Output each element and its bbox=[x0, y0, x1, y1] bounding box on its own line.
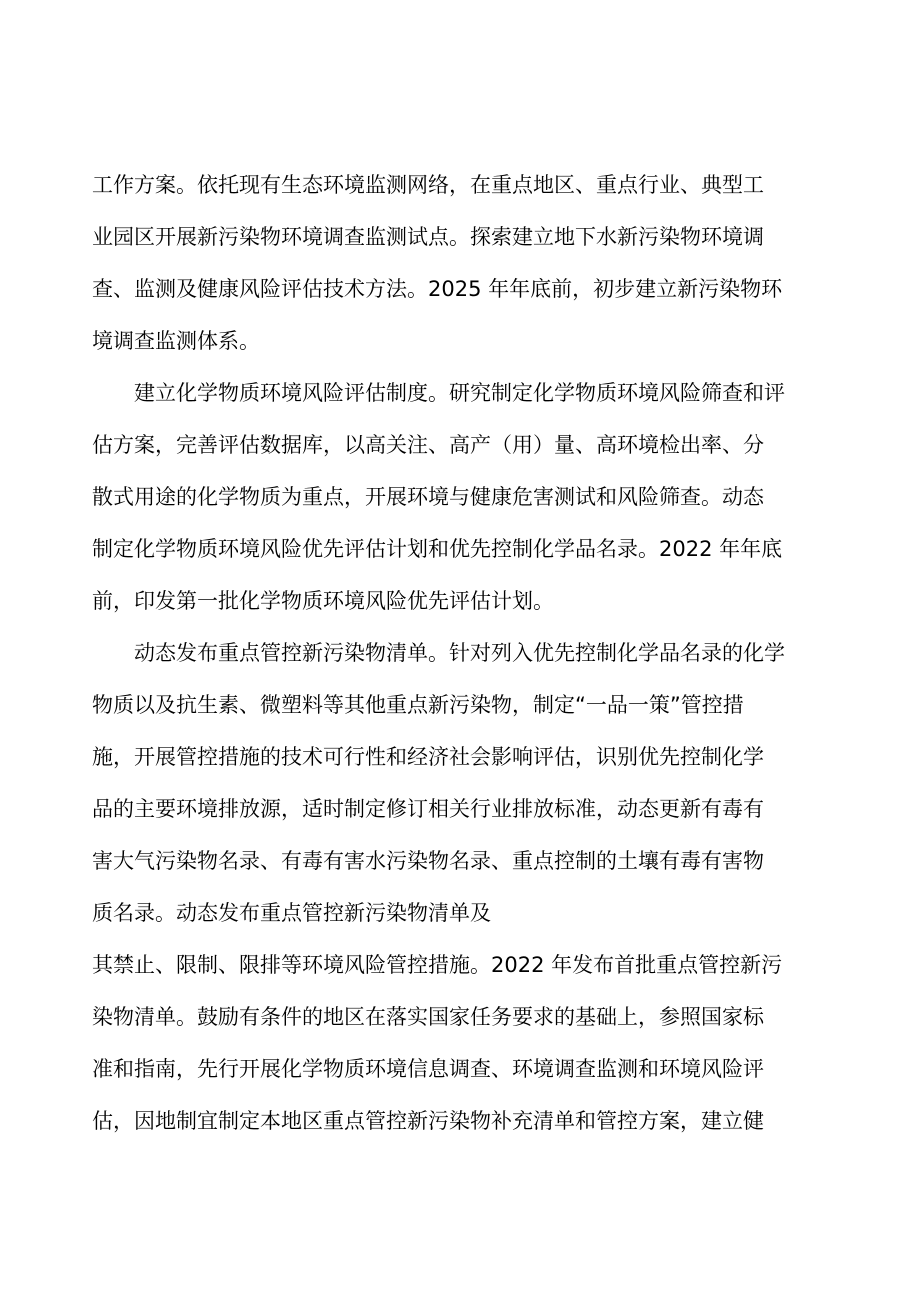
text-line: 准和指南，先行开展化学物质环境信息调查、环境调查监测和环境风险评 bbox=[92, 1057, 764, 1081]
paragraph-heading-line: 动态发布重点管控新污染物清单。针对列入优先控制化学品名录的化学 bbox=[134, 641, 785, 665]
text-line: 境调查监测体系。 bbox=[92, 329, 260, 353]
text-line: 工作方案。依托现有生态环境监测网络，在重点地区、重点行业、典型工 bbox=[92, 173, 764, 197]
text-line: 品的主要环境排放源，适时制定修订相关行业排放标准，动态更新有毒有 bbox=[92, 797, 764, 821]
text-line: 业园区开展新污染物环境调查监测试点。探索建立地下水新污染物环境调 bbox=[92, 225, 764, 249]
text-line: 染物清单。鼓励有条件的地区在落实国家任务要求的基础上，参照国家标 bbox=[92, 1005, 764, 1029]
text-line: 其禁止、限制、限排等环境风险管控措施。2022 年发布首批重点管控新污 bbox=[92, 953, 783, 977]
text-line: 散式用途的化学物质为重点，开展环境与健康危害测试和风险筛查。动态 bbox=[92, 485, 764, 509]
text-line: 制定化学物质环境风险优先评估计划和优先控制化学品名录。2022 年年底 bbox=[92, 537, 783, 561]
text-line: 质名录。动态发布重点管控新污染物清单及 bbox=[92, 901, 491, 925]
text-line: 害大气污染物名录、有毒有害水污染物名录、重点控制的土壤有毒有害物 bbox=[92, 849, 764, 873]
text-line: 施，开展管控措施的技术可行性和经济社会影响评估，识别优先控制化学 bbox=[92, 745, 764, 769]
text-line: 物质以及抗生素、微塑料等其他重点新污染物，制定“一品一策”管控措 bbox=[92, 693, 744, 717]
text-line: 估方案，完善评估数据库，以高关注、高产（用）量、高环境检出率、分 bbox=[92, 433, 764, 457]
paragraph-heading-line: 建立化学物质环境风险评估制度。研究制定化学物质环境风险筛查和评 bbox=[134, 381, 785, 405]
text-line: 前，印发第一批化学物质环境风险优先评估计划。 bbox=[92, 589, 554, 613]
text-line: 估，因地制宜制定本地区重点管控新污染物补充清单和管控方案，建立健 bbox=[92, 1109, 764, 1133]
text-line: 查、监测及健康风险评估技术方法。2025 年年底前，初步建立新污染物环 bbox=[92, 277, 783, 301]
